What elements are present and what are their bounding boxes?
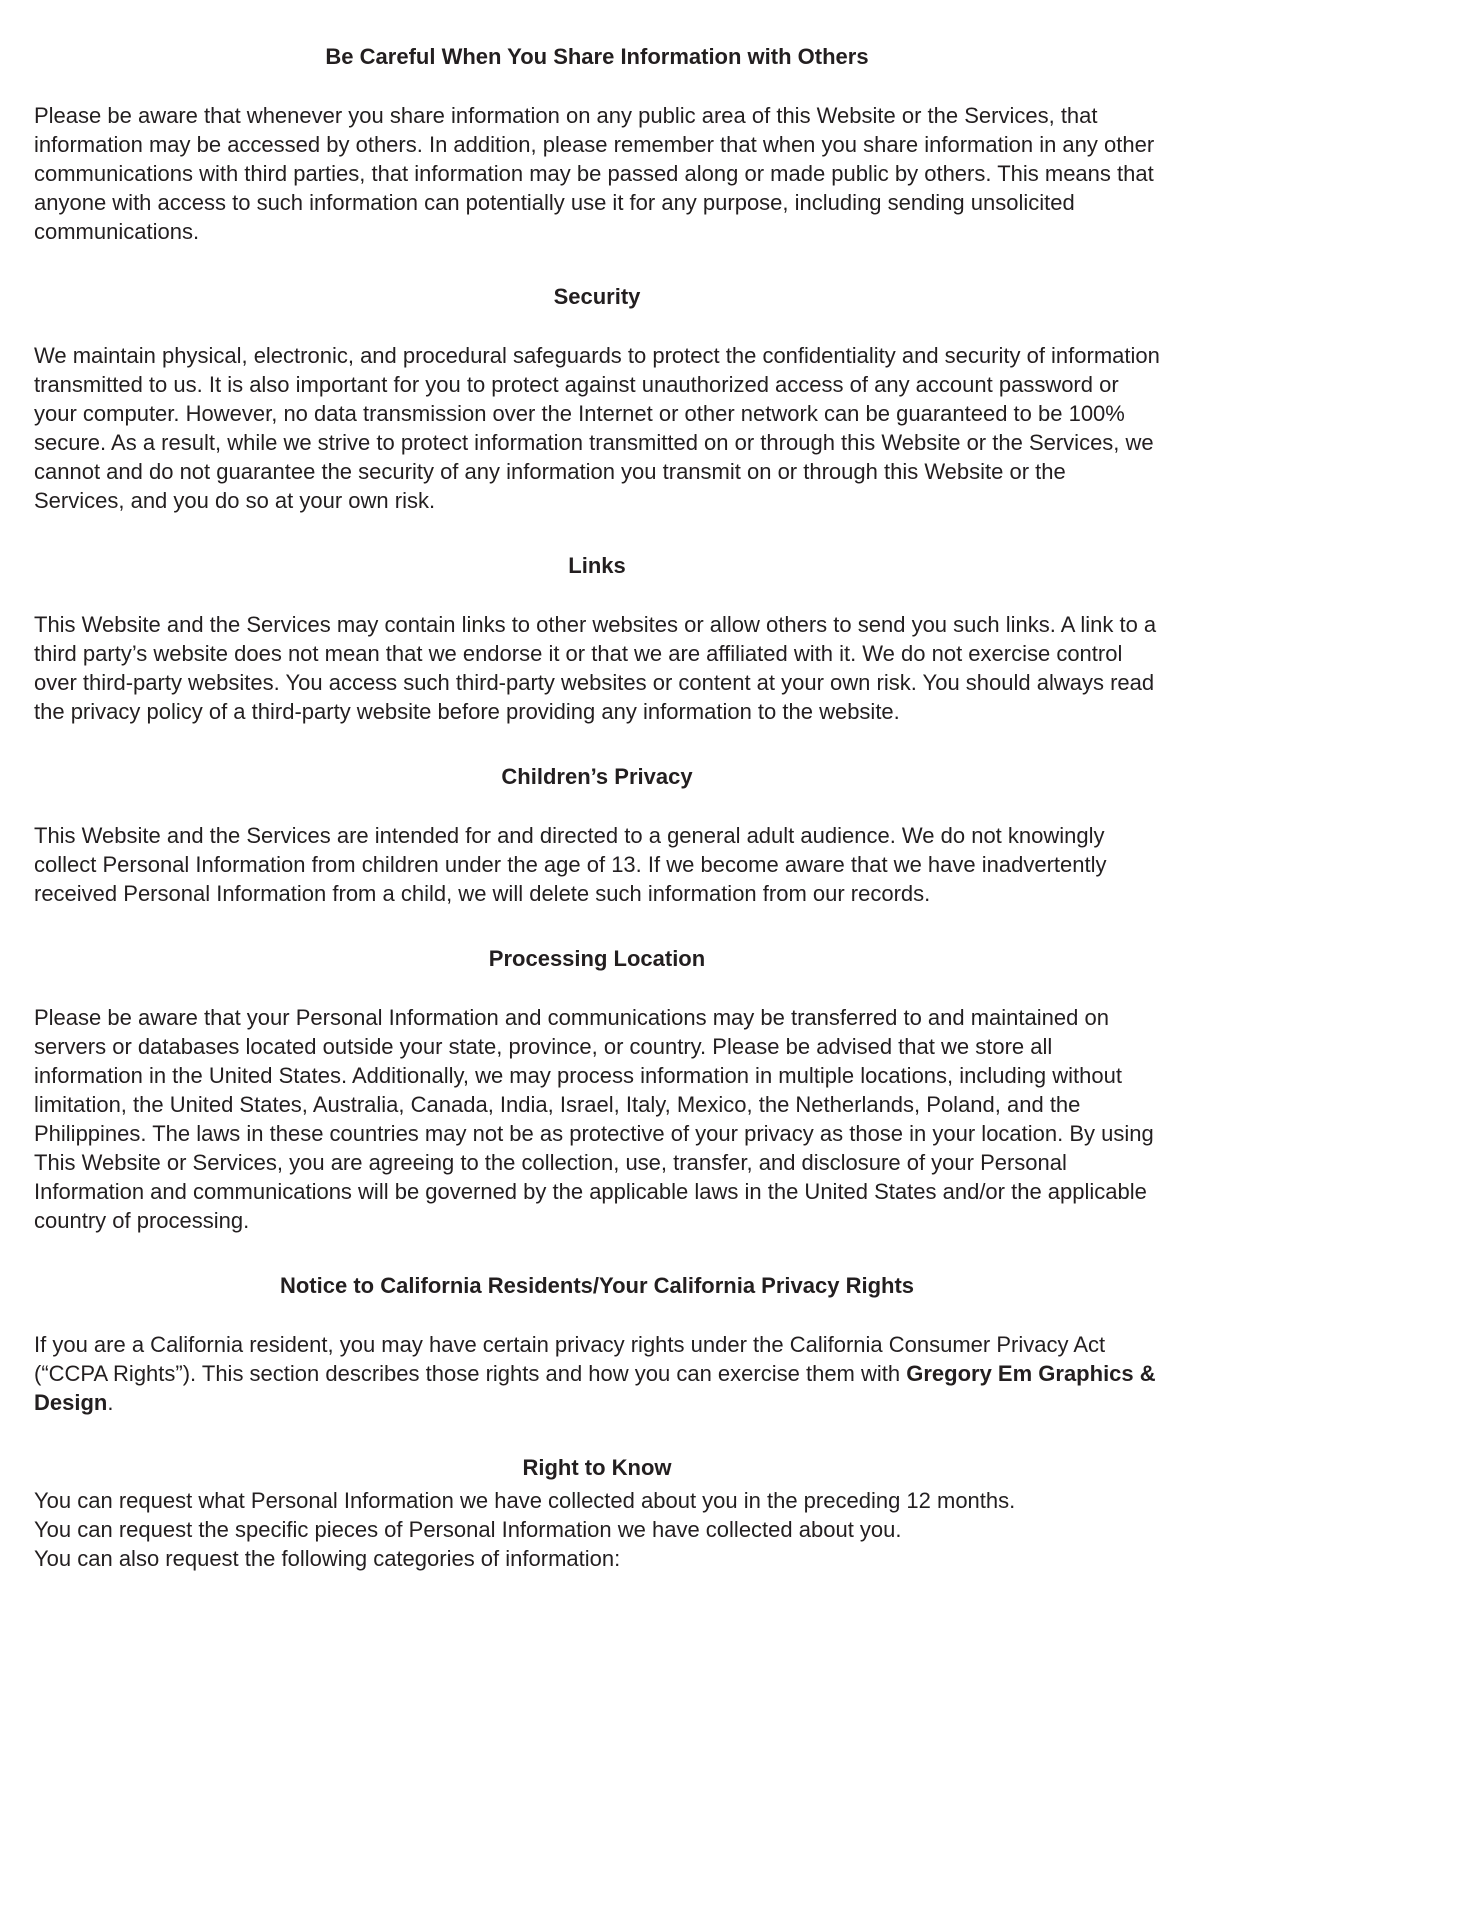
section-heading-childrens-privacy: Children’s Privacy <box>501 764 693 789</box>
right-to-know-line-1: You can request what Personal Information we have collected about you in the preceding 12 months. <box>34 1488 1016 1513</box>
section-childrens-privacy <box>34 762 1160 908</box>
section-heading-share-information: Be Careful When You Share Information with Others <box>325 44 869 69</box>
section-heading-california-rights: Notice to California Residents/Your California Privacy Rights <box>279 1273 915 1298</box>
section-right-to-know <box>34 1453 1160 1573</box>
paragraph-links: This Website and the Services may contain links to other websites or allow others to send you such links. A link to a third party’s website does not mean that we endorse it or that we are affiliated with it. We do not exercise control over third-party websites. You access such third-party websites or content at your own risk. You should always read the privacy policy of a third-party website before providing any information to the website. <box>34 612 1157 724</box>
paragraph-security: We maintain physical, electronic, and procedural safeguards to protect the confidentiality and security of information transmitted to us. It is also important for you to protect against unauthorized access of any account password or your computer. However, no data transmission over the Internet or other network can be guaranteed to be 100% secure. As a result, while we strive to protect information transmitted on or through this Website or the Services, we cannot and do not guarantee the security of any information you transmit on or through this Website or the Services, and you do so at your own risk. <box>34 343 1160 513</box>
section-security <box>34 282 1160 515</box>
paragraph-share-information: Please be aware that whenever you share information on any public area of this Website or the Services, that information may be accessed by others. In addition, please remember that when you share information in any other communications with third parties, that information may be passed along or made public by others. This means that anyone with access to such information can potentially use it for any purpose, including sending unsolicited communications. <box>34 103 1155 244</box>
paragraph-processing-location: Please be aware that your Personal Information and communications may be transferred to and maintained on servers or databases located outside your state, province, or country. Please be advised that we store all information in the United States. Additionally, we may process information in multiple locations, including without limitation, the United States, Australia, Canada, India, Israel, Italy, Mexico, the Netherlands, Poland, and the Philippines. The laws in these countries may not be as protective of your privacy as those in your location. By using This Website or Services, you are agreeing to the collection, use, transfer, and disclosure of your Personal Information and communications will be governed by the applicable laws in the United States and/or the applicable country of processing. <box>34 1005 1154 1233</box>
section-heading-right-to-know: Right to Know <box>522 1455 672 1480</box>
paragraph-california-rights-period: . <box>107 1390 114 1415</box>
section-california-rights <box>34 1271 1160 1417</box>
section-links <box>34 551 1160 726</box>
section-processing-location <box>34 944 1160 1235</box>
company-name-bold: Gregory Em Graphics & Design <box>34 1361 1156 1415</box>
section-heading-links: Links <box>568 553 626 578</box>
right-to-know-line-3: You can also request the following categories of information: <box>34 1546 621 1571</box>
paragraph-childrens-privacy: This Website and the Services are intended for and directed to a general adult audience. We do not knowingly collect Personal Information from children under the age of 13. If we become aware that we have inadvertently received Personal Information from a child, we will delete such information from our records. <box>34 823 1107 906</box>
section-share-information <box>34 42 1160 246</box>
paragraph-california-rights <box>34 1330 1160 1417</box>
section-heading-processing-location: Processing Location <box>488 946 706 971</box>
paragraph-california-rights-text: If you are a California resident, you may have certain privacy rights under the California Consumer Privacy Act (“CCPA Rights”). This section describes those rights and how you can exercise them with <box>34 1332 1106 1386</box>
section-heading-security: Security <box>553 284 641 309</box>
right-to-know-line-2: You can request the specific pieces of Personal Information we have collected about you. <box>34 1517 902 1542</box>
